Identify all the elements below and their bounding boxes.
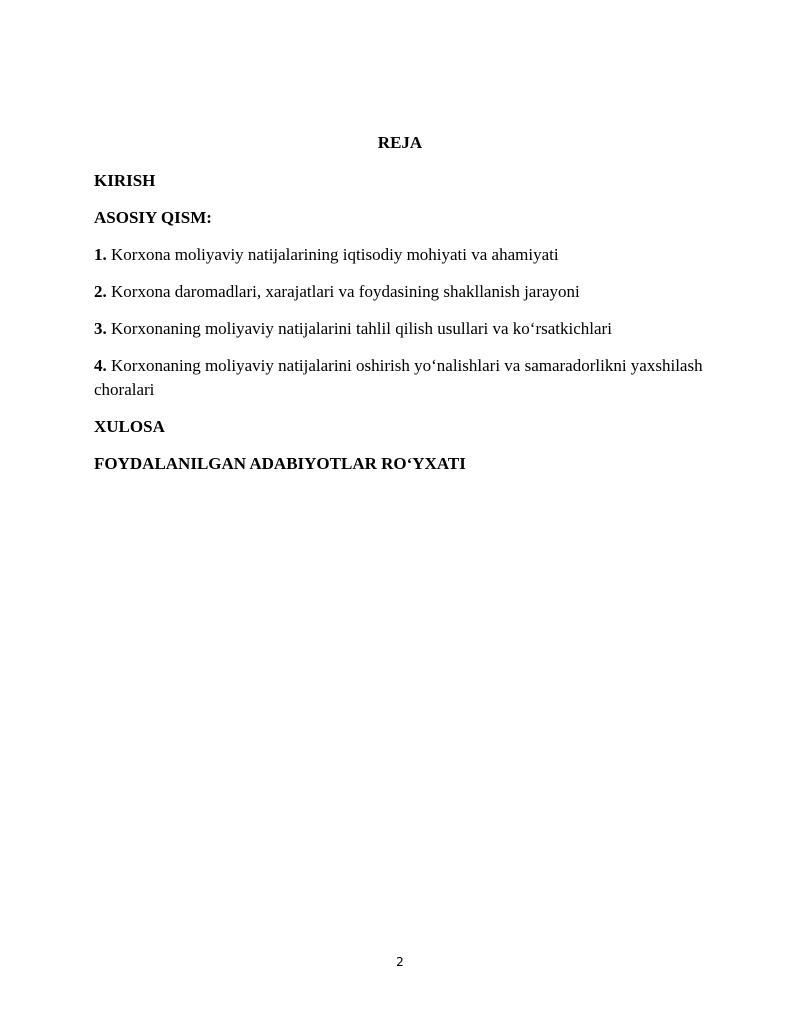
item-text: Korxona daromadlari, xarajatlari va foydasining shakllanish jarayoni [111,282,580,301]
list-item [94,243,706,267]
item-text: Korxona moliyaviy natijalarining iqtisodiy mohiyati va ahamiyati [111,245,559,264]
item-number: 1. [94,245,107,264]
table-of-contents [94,131,706,489]
page-number: 2 [396,955,404,969]
list-item [94,354,706,402]
list-item [94,317,706,341]
item-number: 2. [94,282,107,301]
item-number: 4. [94,356,107,375]
page-title: REJA [377,133,423,152]
section-introduction: KIRISH [94,171,156,190]
section-conclusion: XULOSA [94,417,165,436]
section-main-part: ASOSIY QISM: [94,208,212,227]
section-references: FOYDALANILGAN ADABIYOTLAR RO‘YXATI [94,454,466,473]
item-text: Korxonaning moliyaviy natijalarini oshirish yo‘nalishlari va samaradorlikni yaxshilash choralari [94,356,703,399]
item-text: Korxonaning moliyaviy natijalarini tahlil qilish usullari va ko‘rsatkichlari [111,319,612,338]
item-number: 3. [94,319,107,338]
list-item [94,280,706,304]
